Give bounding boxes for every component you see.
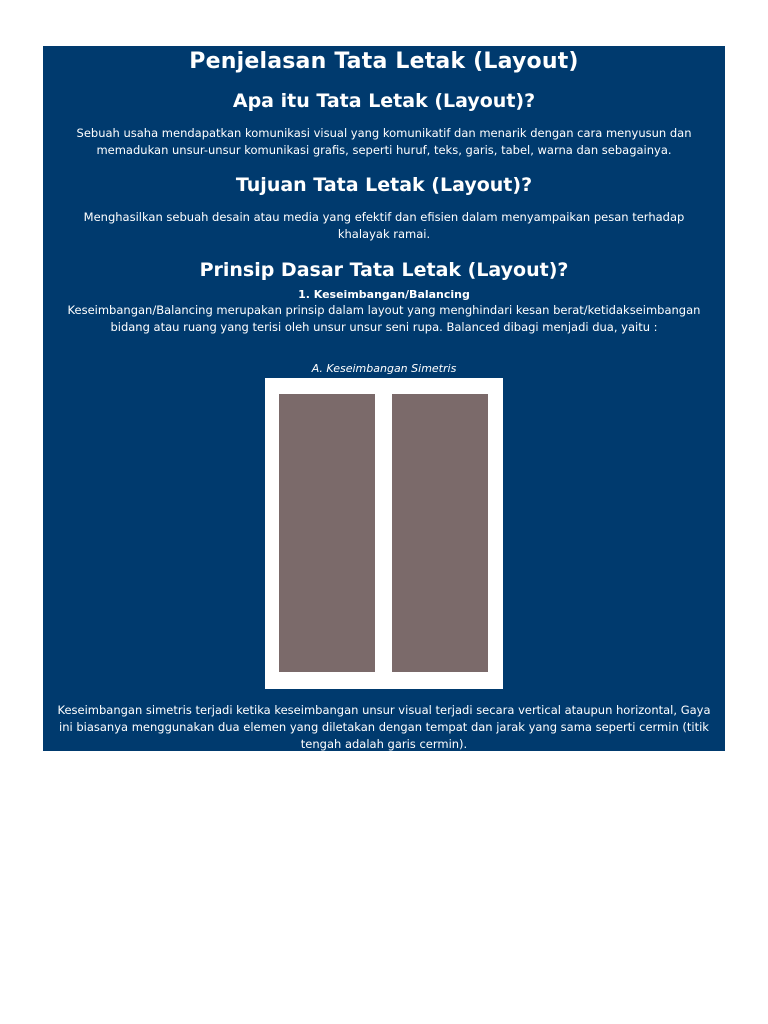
- section-heading-layout-principles: Prinsip Dasar Tata Letak (Layout)?: [199, 259, 569, 281]
- section-body-layout-purpose: Menghasilkan sebuah desain atau media yang efektif dan efisien dalam menyampaikan pesan terhadap khalayak ramai.: [83, 210, 685, 241]
- symmetric-balance-figure: [265, 378, 503, 689]
- figure-right-rectangle: [392, 394, 488, 672]
- figure-left-rectangle: [279, 394, 375, 672]
- figure-caption-symmetric: A. Keseimbangan Simetris: [311, 362, 457, 375]
- principle-body-balancing: Keseimbangan/Balancing merupakan prinsip dalam layout yang menghindari kesan berat/ketidakseimbangan bidang atau ruang yang terisi oleh unsur unsur seni rupa. Balanced dibagi menjadi dua, yaitu :: [67, 303, 701, 334]
- document-page: [43, 46, 725, 751]
- principle-subheading-balancing: 1. Keseimbangan/Balancing: [298, 288, 470, 301]
- section-heading-layout-purpose: Tujuan Tata Letak (Layout)?: [235, 174, 533, 196]
- section-body-what-is-layout: Sebuah usaha mendapatkan komunikasi visual yang komunikatif dan menarik dengan cara menyusun dan memadukan unsur-unsur komunikasi grafis, seperti huruf, teks, garis, tabel, warna dan sebagainya.: [76, 126, 692, 157]
- document-title: Penjelasan Tata Letak (Layout): [189, 49, 579, 74]
- symmetric-balance-explanation: Keseimbangan simetris terjadi ketika keseimbangan unsur visual terjadi secara vertical ataupun horizontal, Gaya ini biasanya menggunakan dua elemen yang diletakan dengan tempat dan jarak yang sama seperti cermin (titik tengah adalah garis cermin).: [57, 703, 711, 751]
- section-heading-what-is-layout: Apa itu Tata Letak (Layout)?: [232, 90, 536, 112]
